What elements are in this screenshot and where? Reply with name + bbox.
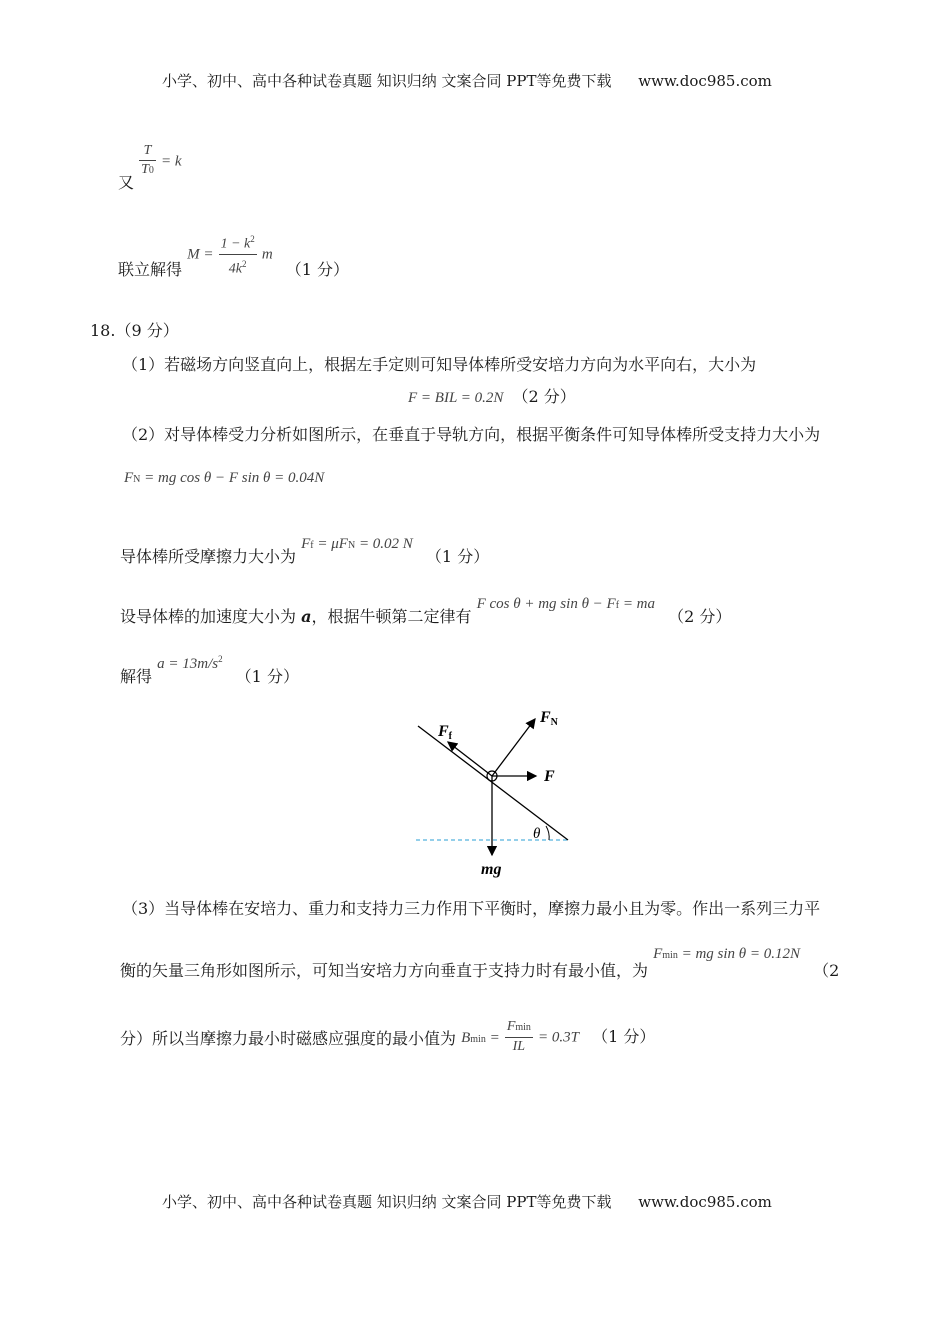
score-Fmin-b: 分）所以当摩擦力最小时磁感应强度的最小值为 [120, 1028, 457, 1048]
q18-title: 18.（9 分） [90, 321, 179, 340]
eq-F: F = BIL = 0.2N [408, 390, 504, 406]
ff-line [120, 530, 490, 566]
you-prefix: 又 [118, 172, 135, 192]
score-Bmin: （1 分） [592, 1026, 656, 1046]
score-newton: （2 分） [668, 607, 732, 626]
eq-Bmin-rhs: = 0.3T [538, 1029, 579, 1046]
eq-a: $a = 13m/s^2$ [157, 654, 223, 672]
acc-line [120, 590, 732, 626]
eq-Bmin-lhs: Bmin = [461, 1029, 500, 1046]
ratio-num: T [139, 142, 156, 161]
score-F: （2 分） [512, 387, 576, 406]
score-Ff: （1 分） [425, 547, 490, 566]
fmin-line [120, 940, 840, 980]
lianli-prefix: 联立解得 [118, 259, 183, 279]
jiede-prefix: 解得 [120, 667, 153, 686]
footer-url: www.doc985.com [638, 1193, 772, 1211]
page-footer [162, 1191, 772, 1212]
arrow-FN [492, 719, 535, 776]
ff-text: 导体棒所受摩擦力大小为 [120, 547, 297, 566]
header-text: 小学、初中、高中各种试卷真题 知识归纳 文案合同 PPT等免费下载 [162, 72, 612, 90]
ratio-den: T0 [141, 162, 154, 177]
eq-newton: F cos θ + mg sin θ − Ff = ma [476, 596, 656, 612]
jiede-line [120, 650, 299, 686]
score-a: （1 分） [235, 667, 299, 686]
footer-text: 小学、初中、高中各种试卷真题 知识归纳 文案合同 PPT等免费下载 [162, 1193, 612, 1211]
part3-line2: 衡的矢量三角形如图所示，可知当安培力方向垂直于支持力时有最小值，为 [120, 961, 649, 980]
label-F: F [544, 768, 555, 785]
eq-Bmin-fraction: $\frac{Fmin}{IL}$ [506, 1019, 531, 1054]
part1-text: （1）若磁场方向竖直向上，根据左手定则可知导体棒所受安培力方向为水平向右，大小为 [122, 355, 757, 374]
theta-arc [546, 826, 549, 840]
acc-text-a: 设导体棒的加速度大小为 [120, 607, 302, 626]
ratio-fraction [139, 142, 156, 180]
label-FN: FN [540, 709, 558, 728]
eq-M-tail: m [261, 246, 273, 263]
label-Ff: Ff [438, 723, 453, 742]
eq-M-fraction: $\frac{1 - k^2}{4k^2}$ [219, 230, 257, 278]
eq-ratio-line [118, 142, 182, 192]
label-theta: θ [533, 826, 541, 842]
header-url: www.doc985.com [638, 72, 772, 90]
part2-text: （2）对导体棒受力分析如图所示，在垂直于导轨方向，根据平衡条件可知导体棒所受支持力大小为 [122, 425, 821, 444]
eq-FN: FN = mg cos θ − F sin θ = 0.04N [124, 470, 325, 486]
eq-M-lhs: M = [187, 246, 214, 263]
force-diagram [400, 700, 590, 885]
eq-M-line [118, 230, 349, 278]
ratio-rhs: = k [161, 153, 182, 170]
eq-F-line [408, 384, 576, 407]
acc-var: a [301, 607, 312, 626]
arrow-Ff [448, 742, 492, 776]
eq-Ff: Ff = μFN = 0.02 N [301, 536, 413, 552]
score-M: （1 分） [285, 259, 350, 279]
page-header [162, 70, 772, 91]
part3-text: （3）当导体棒在安培力、重力和支持力三力作用下平衡时，摩擦力最小且为零。作出一系列三力平 [122, 899, 821, 918]
score-Fmin-a: （2 [813, 961, 840, 980]
label-mg: mg [481, 861, 502, 878]
acc-text-b: ，根据牛顿第二定律有 [311, 607, 472, 626]
bmin-line [120, 1018, 655, 1056]
eq-Fmin: Fmin = mg sin θ = 0.12N [653, 946, 801, 962]
